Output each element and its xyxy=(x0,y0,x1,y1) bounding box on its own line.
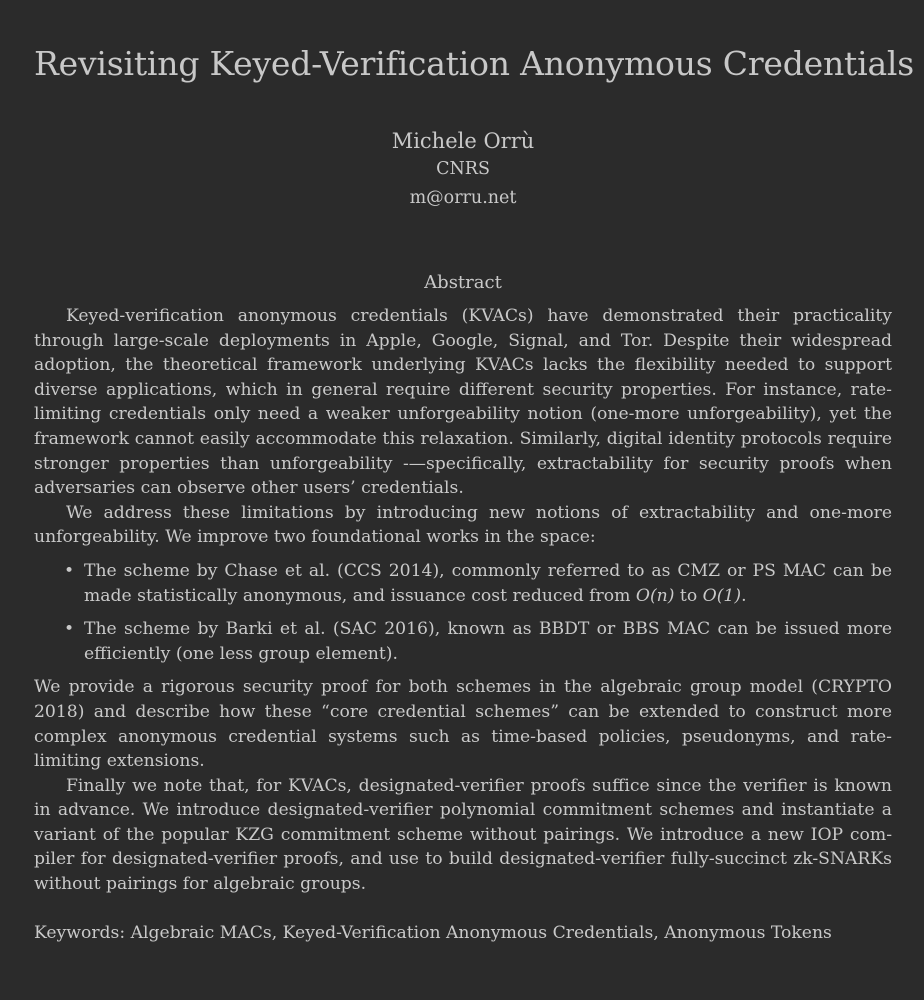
abstract-body xyxy=(34,304,892,897)
list-item xyxy=(64,617,892,666)
bullet-2-text: The scheme by Barki et al. (SAC 2016), known as BBDT or BBS MAC can be issued more efficiently (one less group element). xyxy=(84,619,892,664)
paper-title: Revisiting Keyed-Verification Anonymous Credentials xyxy=(34,44,915,83)
bullet-1-connector: to xyxy=(674,585,703,606)
math-complexity-after: O(1) xyxy=(702,585,742,606)
math-complexity-before: O(n) xyxy=(635,585,675,606)
bullet-1-text: The scheme by Chase et al. (CCS 2014), commonly referred to as CMZ or PS MAC can be made statistically anonymous, and issuance cost reduced from xyxy=(84,560,892,606)
abstract-heading: Abstract xyxy=(424,272,502,293)
author-affiliation: CNRS xyxy=(436,159,490,179)
bullet-icon: • xyxy=(64,619,75,640)
contribution-list xyxy=(34,559,892,666)
author-name: Michele Orrù xyxy=(391,129,535,153)
list-item xyxy=(64,559,892,608)
author-block xyxy=(34,127,892,213)
abstract-paragraph-4: Finally we note that, for KVACs, designated-verifier proofs suffice since the verifier is known in advance. We introduce designated-verifier polynomial commitment schemes and instantiate a variant of the popular KZG commitment scheme without pairings. We introduce a new IOP compiler for designated-verifier proofs, and use to build designated-verifier fully-succinct zk-SNARKs without pairings for algebraic groups. xyxy=(34,775,892,895)
bullet-1-end: . xyxy=(741,585,747,606)
abstract-paragraph-3: We provide a rigorous security proof for both schemes in the algebraic group model (CRYPTO 2018) and describe how these “core credential schemes” can be extended to construct more complex anonymous credential systems such as time-based policies, pseudonyms, and rate-limiting extensions. xyxy=(34,677,892,772)
keywords: Keywords: Algebraic MACs, Keyed-Verification Anonymous Credentials, Anonymous Tokens xyxy=(34,922,832,943)
abstract-paragraph-1: Keyed-verification anonymous credentials (KVACs) have demonstrated their practicality through large-scale deployments in Apple, Google, Signal, and Tor. Despite their widespread adoption, the theoretical framework underlying KVACs lacks the flexibility needed to support diverse applications, which in general require different security properties. For instance, rate-limiting credentials only need a weaker unforgeability notion (one-more unforgeability), yet the framework cannot easily accommodate this relaxation. Similarly, digital identity protocols require stronger properties than unforgeability -—specifically, extractability for security proofs when adversaries can observe other users’ credentials. xyxy=(34,306,892,499)
abstract-paragraph-2: We address these limitations by introducing new notions of extractability and one-more unforgeability. We improve two foundational works in the space: xyxy=(34,502,892,548)
bullet-icon: • xyxy=(64,560,75,581)
author-email: m@orru.net xyxy=(409,188,517,208)
